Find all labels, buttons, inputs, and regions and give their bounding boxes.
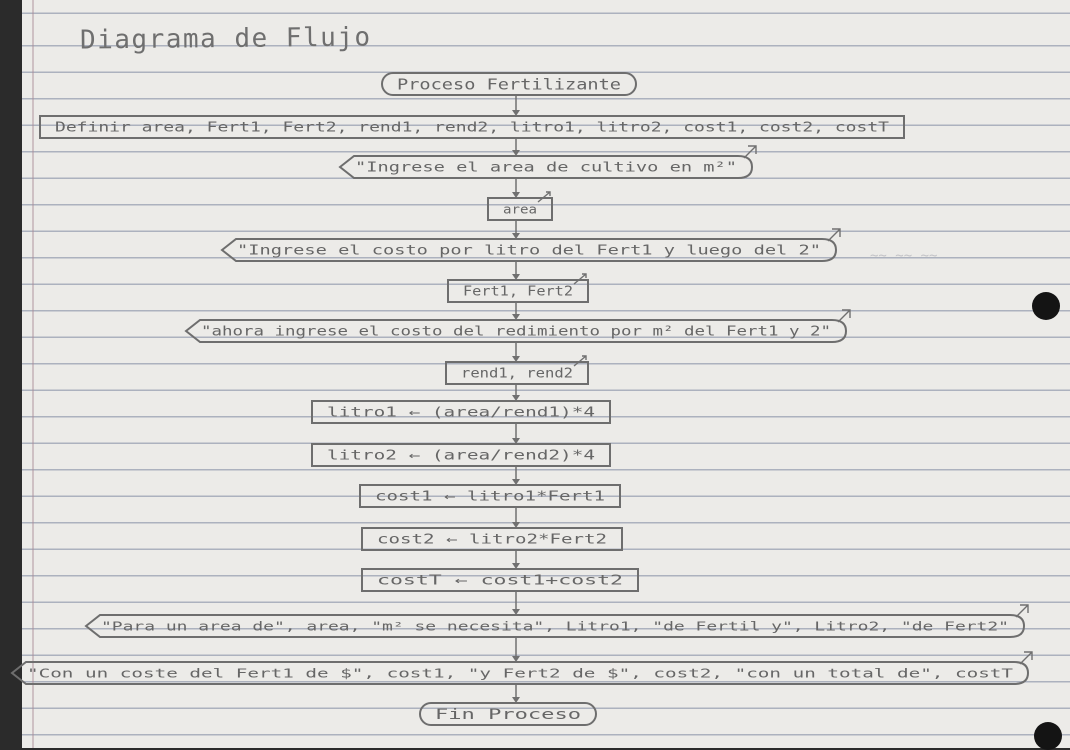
display-mark-icon: [744, 146, 756, 158]
node-label-calc-l1: litro1 ← (area/rend1)*4: [327, 405, 596, 421]
node-label-read-area: area: [503, 202, 537, 217]
bleed-through-marks: ~~ ~~ ~~: [870, 248, 938, 264]
display-mark-icon: [828, 229, 840, 241]
node-label-calc-l2: litro2 ← (area/rend2)*4: [327, 448, 596, 464]
node-label-define: Definir area, Fert1, Fert2, rend1, rend2, litro1, litro2, cost1, cost2, costT: [55, 120, 890, 136]
node-label-ask-rend: "ahora ingrese el costo del redimiento por m² del Fert1 y 2": [201, 324, 831, 340]
display-mark-icon: [838, 310, 850, 322]
diagram-title: Diagrama de Flujo: [79, 22, 372, 56]
node-label-start: Proceso Fertilizante: [397, 75, 621, 94]
node-label-read-rend: rend1, rend2: [461, 366, 573, 382]
node-label-end: Fin Proceso: [435, 707, 581, 724]
display-mark-icon: [1020, 652, 1032, 664]
node-label-read-fert: Fert1, Fert2: [463, 284, 573, 300]
node-label-out-2: "Con un coste del Fert1 de $", cost1, "y Fert2 de $", cost2, "con un total de", costT: [27, 666, 1013, 681]
node-label-calc-ct: costT ← cost1+cost2: [377, 573, 623, 589]
display-mark-icon: [1016, 605, 1028, 617]
node-label-calc-c2: cost2 ← litro2*Fert2: [377, 532, 607, 548]
node-label-calc-c1: cost1 ← litro1*Fert1: [375, 489, 605, 505]
node-label-ask-area: "Ingrese el area de cultivo en m²": [355, 160, 737, 176]
node-label-out-1: "Para un area de", area, "m² se necesita", Litro1, "de Fertil y", Litro2, "de Fert2": [101, 619, 1009, 634]
node-label-ask-cost: "Ingrese el costo por litro del Fert1 y luego del 2": [237, 243, 821, 259]
